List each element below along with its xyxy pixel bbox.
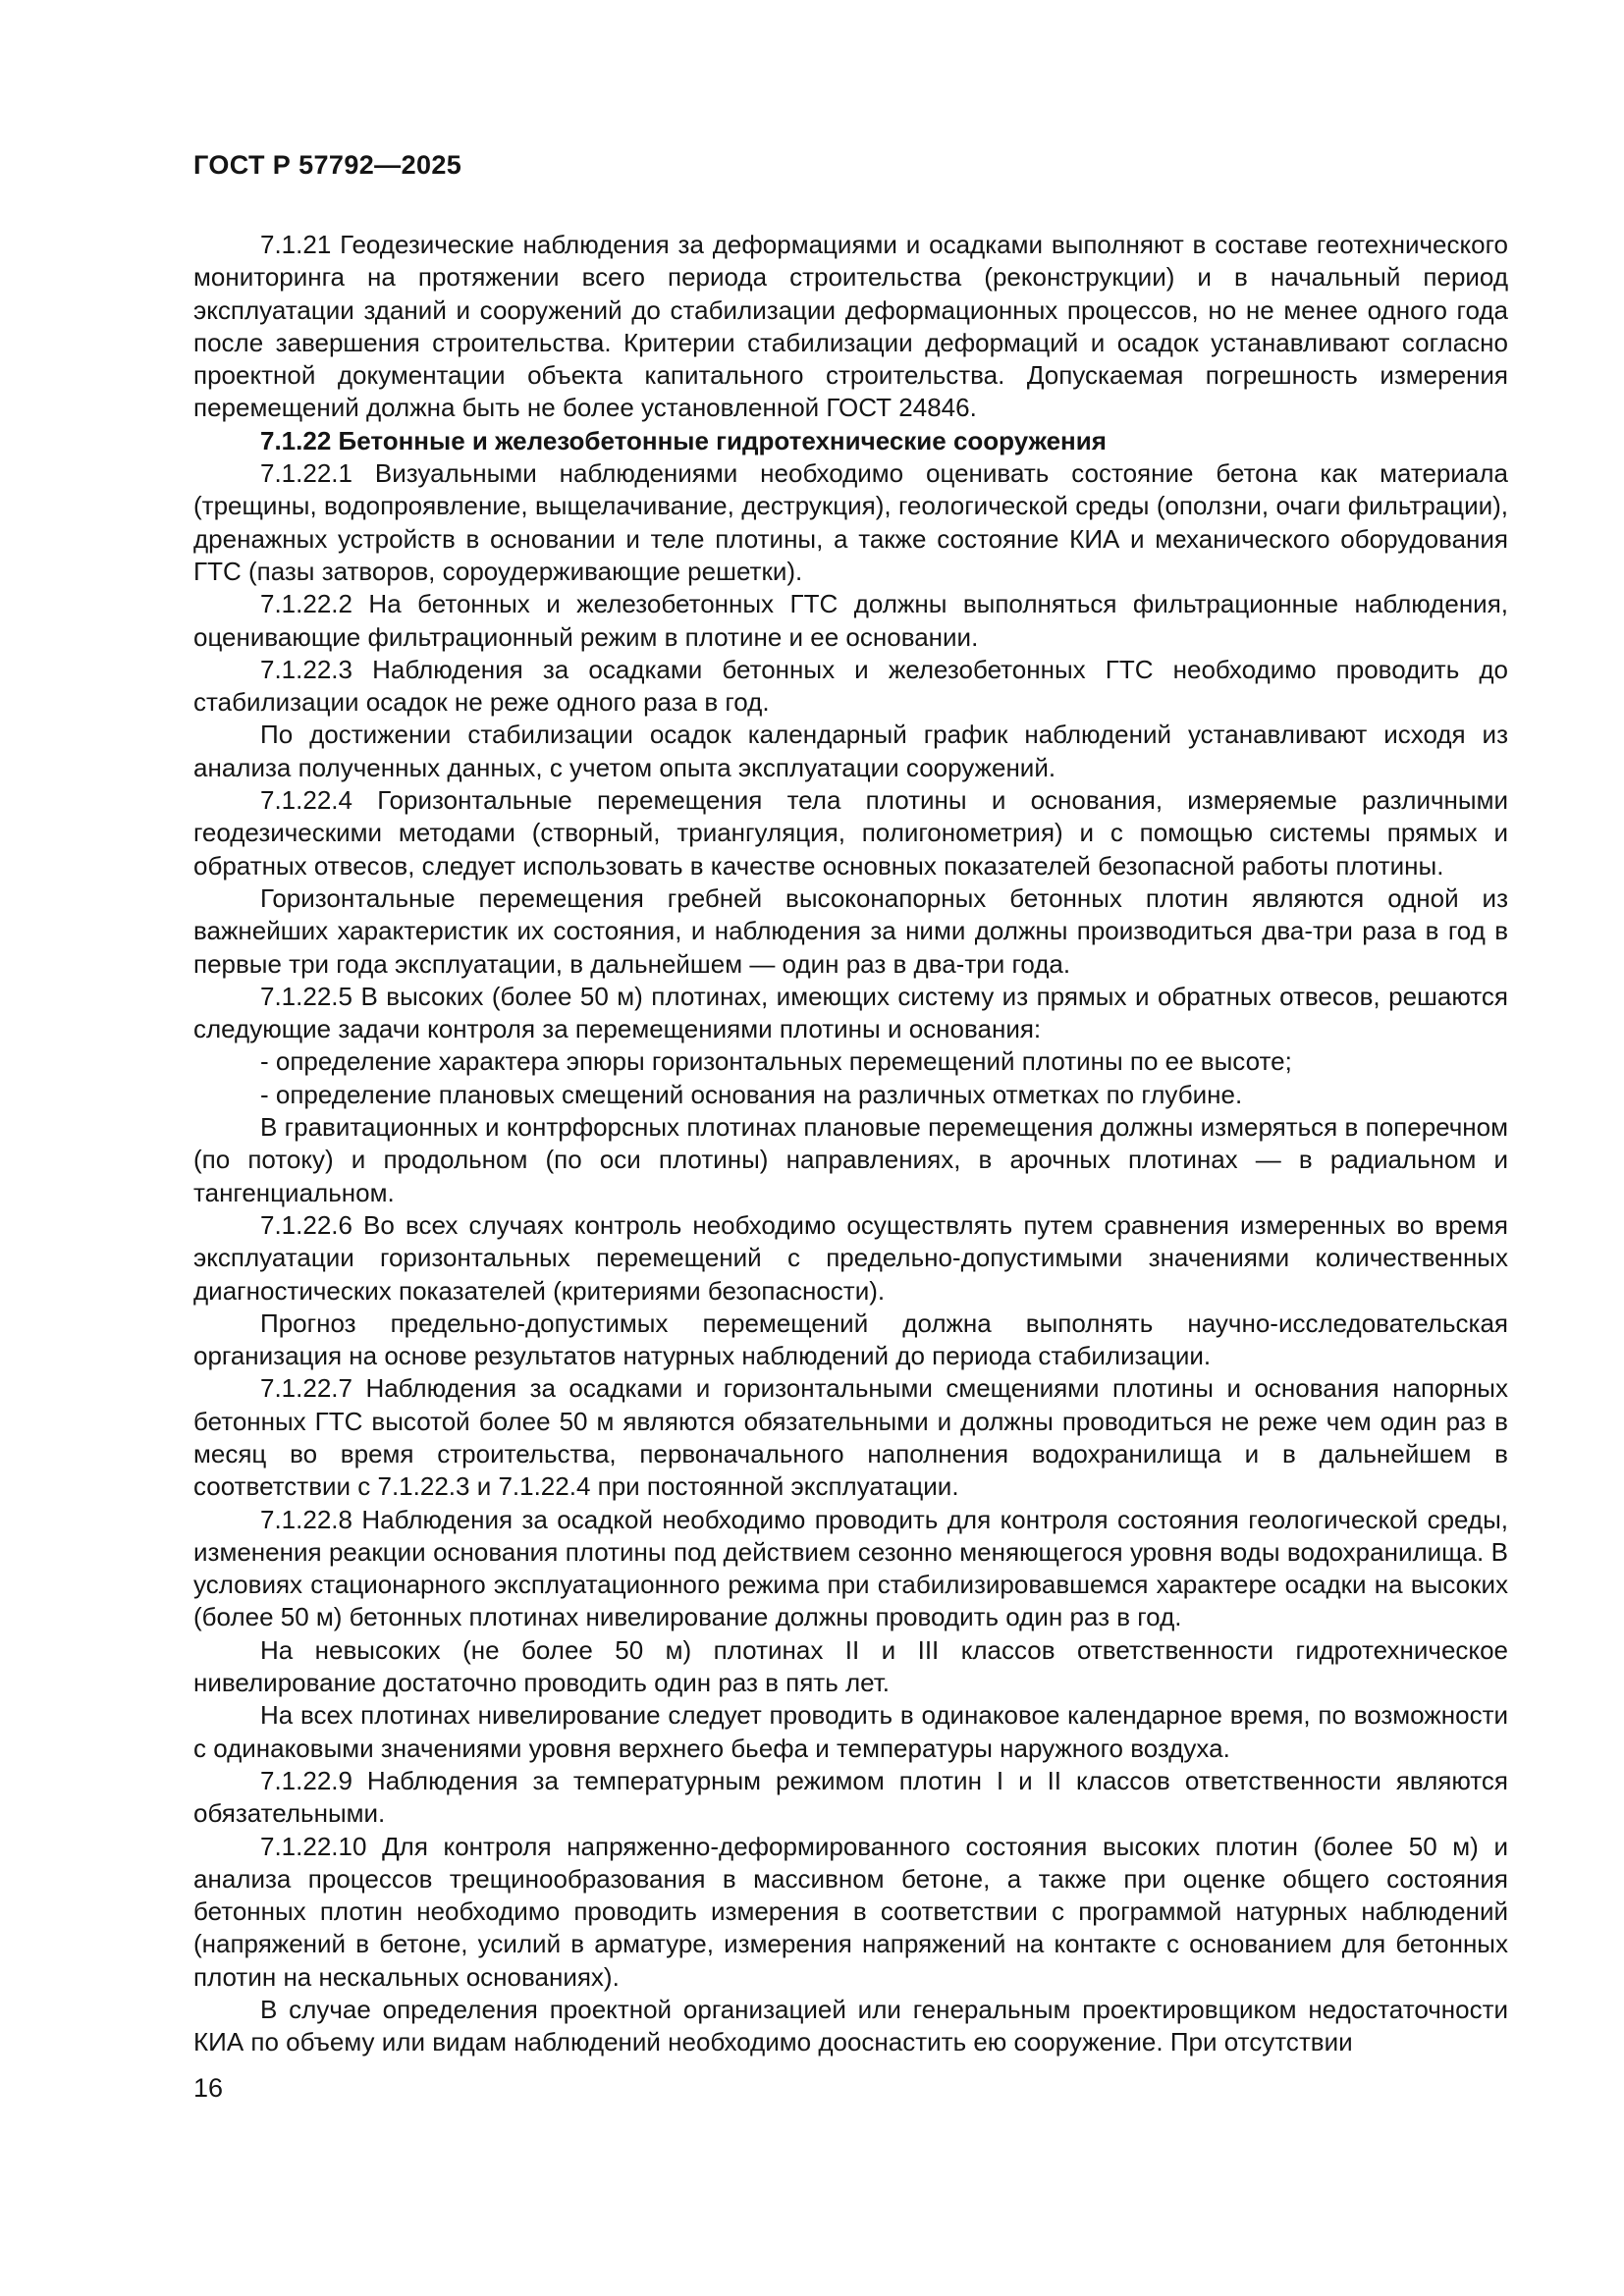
paragraph: 7.1.22.10 Для контроля напряженно-деформированного состояния высоких плотин (более 50 м) и анализа процессов трещинообразования в массивном бетоне, а также при оценке общего состояния бетонных плотин необходимо проводить измерения в соответствии с программой натурных наблюдений (напряжений в бетоне, усилий в арматуре, измерения напряжений на контакте с основанием для бетонных плотин на нескальных основаниях). [193, 1831, 1508, 1992]
paragraph: 7.1.22.2 На бетонных и железобетонных ГТС должны выполняться фильтрационные наблюдения, оценивающие фильтрационный режим в плотине и ее основании. [193, 589, 1508, 652]
paragraph: 7.1.22.7 Наблюдения за осадками и горизонтальными смещениями плотины и основания напорных бетонных ГТС высотой более 50 м являются обязательными и должны проводиться не реже чем один раз в месяц во время строительства, первоначального наполнения водохранилища и в дальнейшем в соответствии с 7.1.22.3 и 7.1.22.4 при постоянной эксплуатации. [193, 1373, 1508, 1502]
document-body [193, 229, 1508, 2059]
paragraph: 7.1.22.6 Во всех случаях контроль необходимо осуществлять путем сравнения измеренных во время эксплуатации горизонтальных перемещений с предельно-допустимыми значениями количественных диагностических показателей (критериями безопасности). [193, 1209, 1508, 1306]
paragraph: - определение характера эпюры горизонтальных перемещений плотины по ее высоте; [260, 1046, 1292, 1077]
section-heading: 7.1.22 Бетонные и железобетонные гидротехнические сооружения [260, 425, 1107, 455]
paragraph: В гравитационных и контрфорсных плотинах плановые перемещения должны измеряться в поперечном (по потоку) и продольном (по оси плотины) направлениях, в арочных плотинах — в радиальном и тангенциальном. [193, 1112, 1508, 1207]
paragraph: - определение плановых смещений основания на различных отметках по глубине. [260, 1079, 1243, 1109]
paragraph: 7.1.21 Геодезические наблюдения за деформациями и осадками выполняют в составе геотехнического мониторинга на протяжении всего периода строительства (реконструкции) и в начальный период эксплуатации зданий и сооружений до стабилизации деформационных процессов, но не менее одного года после завершения строительства. Критерии стабилизации деформаций и осадок устанавливают согласно проектной документации объекта капитального строительства. Допускаемая погрешность измерения перемещений должна быть не более установленной ГОСТ 24846. [193, 230, 1508, 423]
paragraph: Прогноз предельно-допустимых перемещений должна выполнять научно-исследовательская организация на основе результатов натурных наблюдений до периода стабилизации. [193, 1308, 1508, 1371]
paragraph: На невысоких (не более 50 м) плотинах II и III классов ответственности гидротехническое нивелирование достаточно проводить один раз в пять лет. [193, 1634, 1508, 1698]
paragraph: 7.1.22.4 Горизонтальные перемещения тела плотины и основания, измеряемые различными геодезическими методами (створный, триангуляция, полигонометрия) и с помощью системы прямых и обратных отвесов, следует использовать в качестве основных показателей безопасной работы плотины. [193, 785, 1508, 881]
paragraph: Горизонтальные перемещения гребней высоконапорных бетонных плотин являются одной из важнейших характеристик их состояния, и наблюдения за ними должны производиться два-три раза в год в первые три года эксплуатации, в дальнейшем — один раз в два-три года. [193, 882, 1508, 979]
page-number: 16 [193, 2073, 224, 2103]
paragraph: 7.1.22.1 Визуальными наблюдениями необходимо оценивать состояние бетона как материала (трещины, водопроявление, выщелачивание, деструкция), геологической среды (оползни, очаги фильтрации), дренажных устройств в основании и теле плотины, а также состояние КИА и механического оборудования ГТС (пазы затворов, сороудерживающие решетки). [193, 458, 1508, 586]
paragraph: По достижении стабилизации осадок календарный график наблюдений устанавливают исходя из анализа полученных данных, с учетом опыта эксплуатации сооружений. [193, 720, 1508, 782]
paragraph: На всех плотинах нивелирование следует проводить в одинаковое календарное время, по возможности с одинаковыми значениями уровня верхнего бьефа и температуры наружного воздуха. [193, 1700, 1508, 1763]
paragraph: 7.1.22.9 Наблюдения за температурным режимом плотин I и II классов ответственности являются обязательными. [193, 1765, 1508, 1829]
paragraph: 7.1.22.5 В высоких (более 50 м) плотинах, имеющих систему из прямых и обратных отвесов, решаются следующие задачи контроля за перемещениями плотины и основания: [193, 981, 1508, 1044]
running-header: ГОСТ Р 57792—2025 [193, 150, 462, 180]
paragraph: В случае определения проектной организацией или генеральным проектировщиком недостаточности КИА по объему или видам наблюдений необходимо дооснастить ею сооружение. При отсутствии [193, 1995, 1508, 2057]
paragraph: 7.1.22.3 Наблюдения за осадками бетонных и железобетонных ГТС необходимо проводить до стабилизации осадок не реже одного раза в год. [193, 654, 1508, 718]
paragraph: 7.1.22.8 Наблюдения за осадкой необходимо проводить для контроля состояния геологической среды, изменения реакции основания плотины под действием сезонно меняющегося уровня воды водохранилища. В условиях стационарного эксплуатационного режима при стабилизировавшемся характере осадки на высоких (более 50 м) бетонных плотинах нивелирование должны проводить один раз в год. [193, 1504, 1508, 1632]
